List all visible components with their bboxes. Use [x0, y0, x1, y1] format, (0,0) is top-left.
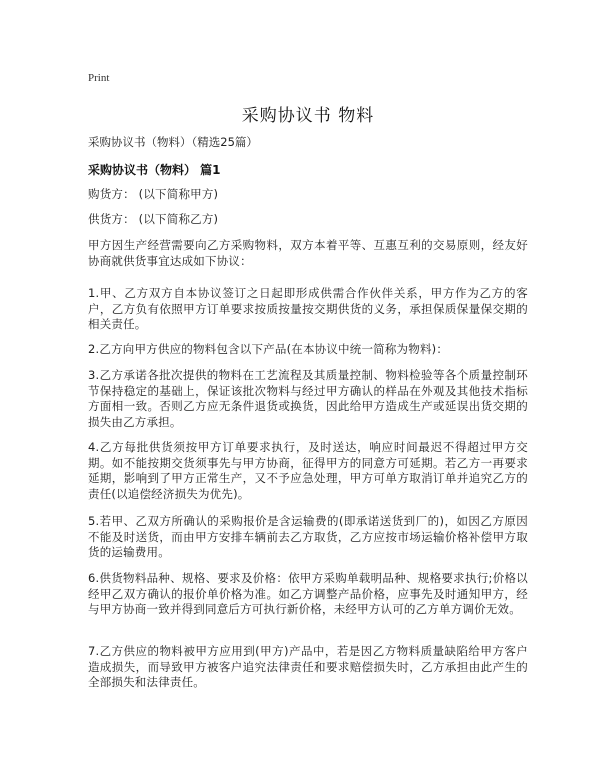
buyer-line: 购货方： (以下简称甲方): [88, 187, 219, 201]
clause-4: 4.乙方每批供货须按甲方订单要求执行，及时送达，响应时间最迟不得超过甲方交期。如不能按期交货须事先与甲方协商，征得甲方的同意方可延期。若乙方一再要求延期，影响到了甲方正常生产，又不予应急处理，甲方可单方取消订单并追究乙方的责任(以追偿经济损失为优先)。: [88, 440, 528, 501]
clause-1: 1.甲、乙方双方自本协议签订之日起即形成供需合作伙伴关系，甲方作为乙方的客户，乙方负有依照甲方订单要求按质按量按交期供货的义务，承担保质保量保交期的相关责任。: [88, 286, 528, 331]
document-subtitle: 采购协议书（物料）（精选25篇）: [88, 135, 258, 149]
clause-7: 7.乙方供应的物料被甲方应用到(甲方)产品中，若是因乙方物料质量缺陷给甲方客户造成损失，而导致甲方被客户追究法律责任和要求赔偿损失时，乙方承担由此产生的全部损失和法律责任。: [88, 644, 528, 689]
supplier-line: 供货方： (以下简称乙方): [88, 212, 219, 226]
intro-paragraph: 甲方因生产经营需要向乙方采购物料，双方本着平等、互惠互利的交易原则，经友好协商就供货事宜达成如下协议：: [88, 238, 528, 268]
section-heading: 采购协议书（物料） 篇1: [88, 163, 221, 177]
print-link[interactable]: Print: [88, 72, 110, 84]
clause-2: 2.乙方向甲方供应的物料包含以下产品(在本协议中统一简称为物料)：: [88, 342, 449, 356]
clause-5: 5.若甲、乙双方所确认的采购报价是含运输费的(即承诺送货到厂的)，如因乙方原因不能及时送货，而由甲方安排车辆前去乙方取货，乙方应按市场运输价格补偿甲方取货的运输费用。: [88, 514, 528, 559]
clause-3: 3.乙方承诺各批次提供的物料在工艺流程及其质量控制、物料检验等各个质量控制环节保持稳定的基础上，保证该批次物料与经过甲方确认的样品在外观及其他技术指标方面相一致。否则乙方应无条件退货或换货，因此给甲方造成生产或延误出货交期的损失由乙方承担。: [88, 368, 528, 429]
clause-6: 6.供货物料品种、规格、要求及价格：依甲方采购单载明品种、规格要求执行;价格以经甲乙双方确认的报价单价格为准。如乙方调整产品价格，应事先及时通知甲方，经与甲方协商一致并得到同意后方可执行新价格，未经甲方认可的乙方单方调价无效。: [88, 571, 528, 616]
document-title: 采购协议书 物料: [241, 106, 375, 126]
